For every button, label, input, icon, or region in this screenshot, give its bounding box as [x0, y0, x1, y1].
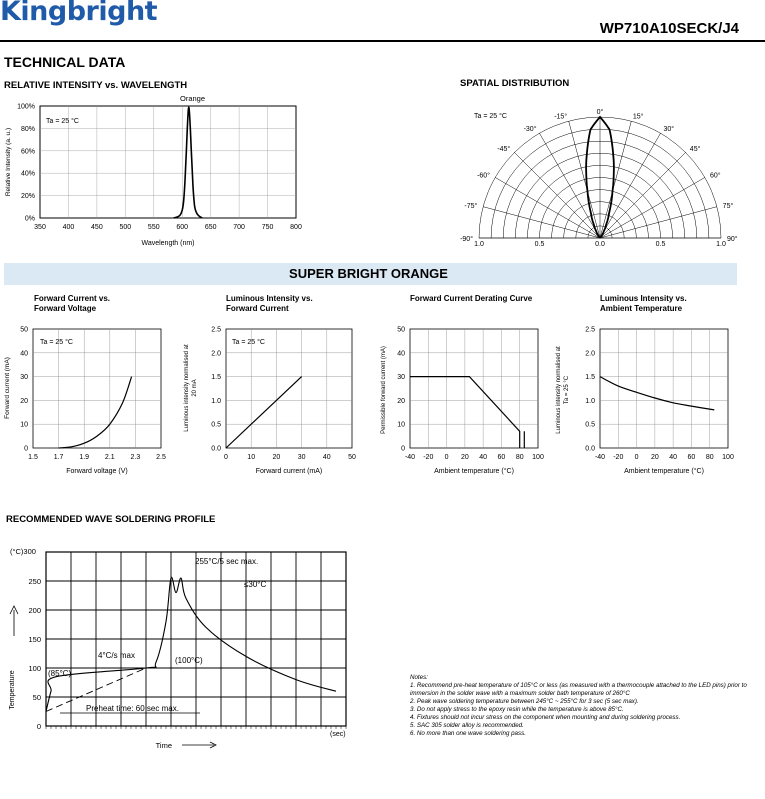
- y-tick-label: 40: [397, 350, 405, 358]
- y-tick-label: 0.0: [211, 445, 221, 453]
- x-tick-label: 40: [479, 454, 488, 461]
- x-tick-label: -40: [404, 454, 416, 461]
- luminous-vs-current-chart: [180, 320, 365, 480]
- x-axis-label: Ambient temperature (°C): [624, 468, 704, 475]
- y-tick-label: 2.0: [585, 350, 595, 358]
- x-tick-label: 450: [91, 224, 103, 231]
- y-axis-label: Forward current (mA): [4, 357, 11, 419]
- section-title: TECHNICAL DATA: [4, 54, 126, 70]
- angle-labels: [460, 108, 738, 243]
- x-tick-label: 0: [634, 454, 639, 461]
- polar-grid: [479, 117, 721, 238]
- angle-label: -90°: [460, 236, 473, 243]
- y-axis-label: Luminous intensity normalised at: [184, 344, 190, 432]
- x-tick-label: 2.1: [104, 454, 115, 461]
- x-tick-label: 800: [290, 224, 302, 231]
- x-tick-label: 50: [348, 454, 356, 461]
- note-5: 5. SAC 305 solder alloy is recommended.: [410, 722, 524, 729]
- radial-tick-label: 0.5: [655, 241, 666, 248]
- x-tick-label: 2.5: [156, 454, 166, 461]
- chart2-title: Luminous Intensity vs. Forward Current: [226, 294, 313, 313]
- x-ticks: [34, 224, 302, 231]
- x-tick-label: 60: [687, 454, 696, 461]
- y-axis-label: Luminous intensity normalised at: [556, 346, 562, 434]
- y-tick-label: 2.0: [211, 350, 221, 358]
- temp-curve: [600, 377, 714, 410]
- t100-label: (100°C): [175, 656, 203, 665]
- angle-label: 15°: [632, 113, 644, 121]
- spatial-chart-title: SPATIAL DISTRIBUTION: [460, 78, 570, 89]
- y-tick-label: 2.5: [211, 326, 221, 334]
- y-arrow-icon: [10, 606, 18, 636]
- solder-profile-chart: [0, 540, 360, 755]
- luminous-vs-temp-chart: [550, 320, 740, 480]
- spatial-chart: [460, 96, 750, 256]
- y-tick-label: 40: [20, 350, 28, 358]
- y-tick-label: 60%: [20, 148, 35, 156]
- note-4: 4. Fixtures should not incur stress on the component when mounting and during soldering process.: [410, 714, 681, 721]
- y-ticks: [17, 104, 35, 223]
- preheat-label: Preheat time: 60 sec max.: [86, 704, 179, 713]
- y-tick-label: 20: [397, 397, 405, 405]
- y-tick-label: 0%: [24, 215, 35, 223]
- notes-title: Notes:: [410, 674, 428, 681]
- derating-chart: [375, 320, 555, 480]
- angle-label: -45°: [497, 146, 511, 154]
- luminous-line: [226, 377, 302, 448]
- angle-label: 90°: [727, 236, 738, 243]
- radial-ticks: [474, 241, 726, 248]
- x-unit: (sec): [330, 731, 346, 738]
- y-tick-label: 50: [397, 326, 405, 334]
- notes: [410, 674, 760, 738]
- y-tick-label: 2.5: [585, 326, 595, 334]
- chart3-title: Forward Current Derating Curve: [410, 294, 533, 303]
- radial-tick-label: 0.5: [534, 241, 545, 248]
- x-tick-label: -20: [423, 454, 434, 461]
- y-tick-label: 1.5: [585, 374, 595, 382]
- radial-tick-label: 1.0: [716, 241, 726, 248]
- y-axis-label-2: 20 mA: [192, 379, 198, 397]
- angle-label: 30°: [663, 126, 675, 134]
- brand-logo: Kingbright: [0, 0, 158, 27]
- x-tick-label: 1.9: [79, 454, 90, 461]
- y-tick-label: 100: [28, 664, 41, 673]
- x-tick-label: 0: [224, 454, 228, 461]
- x-tick-label: 600: [176, 224, 189, 231]
- y-tick-label: 0: [401, 445, 405, 453]
- x-axis-label: Forward current (mA): [255, 468, 323, 475]
- x-tick-label: -20: [613, 454, 624, 461]
- x-tick-label: 20: [650, 454, 659, 461]
- x-tick-label: 0: [444, 454, 449, 461]
- x-axis-label: Wavelength (nm): [141, 240, 195, 247]
- ta-label: Ta = 25 °C: [40, 339, 73, 346]
- y-tick-label: 40%: [20, 170, 35, 178]
- note-1: 1. Recommend pre-heat temperature of 105°C or less (as measured with a thermocouple attached to the LED pins) prior to immersion in the solder wave with a maximum solder bath temperature of 260°C: [410, 682, 747, 697]
- angle-label: 0°: [596, 109, 604, 116]
- x-axis-label: Time: [155, 741, 172, 750]
- x-tick-label: 500: [119, 224, 132, 231]
- y-axis-label: Relative Intensity (a. u.): [5, 127, 12, 197]
- x-tick-label: 80: [515, 454, 524, 461]
- y-axis-label: Permissible forward current (mA): [381, 346, 387, 434]
- radial-tick-label: 1.0: [474, 241, 484, 248]
- ta-label: Ta = 25 °C: [46, 118, 79, 125]
- y-tick-label: 0.5: [585, 421, 595, 429]
- solder-title: RECOMMENDED WAVE SOLDERING PROFILE: [6, 514, 216, 525]
- x-tick-label: 60: [497, 454, 506, 461]
- y-tick-label: 20%: [20, 193, 35, 201]
- x-tick-label: 550: [147, 224, 160, 231]
- x-tick-label: 10: [247, 454, 256, 461]
- angle-label: -30°: [523, 126, 537, 134]
- y-tick-label: 30: [20, 374, 28, 382]
- y-tick-label: 200: [28, 606, 41, 615]
- ta-label: Ta = 25 °C: [474, 113, 507, 120]
- x-axis-label: Forward voltage (V): [66, 468, 128, 475]
- y-tick-label: 0: [24, 445, 28, 453]
- chart4-title: Luminous Intensity vs. Ambient Temperature: [600, 294, 687, 313]
- y-tick-label: 100%: [17, 103, 35, 111]
- iv-curve: [59, 377, 132, 448]
- x-tick-label: 100: [532, 454, 544, 461]
- x-arrow-icon: [182, 742, 216, 748]
- angle-label: 45°: [689, 146, 701, 154]
- x-tick-label: 40: [322, 454, 331, 461]
- y-tick-label: 0.5: [211, 421, 221, 429]
- chart1-title: Forward Current vs. Forward Voltage: [34, 294, 111, 313]
- y-tick-label: 50: [20, 326, 28, 334]
- y-tick-label: 10: [397, 421, 405, 429]
- y-unit: (°C)300: [10, 547, 36, 556]
- angle-label: -60°: [477, 172, 491, 180]
- x-tick-label: 1.5: [28, 454, 38, 461]
- ramp-label: 4°C/s max: [98, 651, 135, 660]
- y-tick-label: 0: [36, 722, 41, 731]
- x-tick-label: 650: [204, 224, 217, 231]
- x-tick-label: 20: [272, 454, 281, 461]
- series-annotation: Orange: [180, 94, 206, 103]
- y-tick-label: 10: [20, 421, 28, 429]
- x-tick-label: 80: [705, 454, 714, 461]
- angle-label: 75°: [722, 203, 734, 211]
- solder-profile-curve: [46, 577, 336, 711]
- y-tick-label: 80%: [20, 125, 35, 133]
- x-axis-label: Ambient temperature (°C): [434, 468, 514, 475]
- x-tick-label: 750: [261, 224, 274, 231]
- angle-label: 60°: [709, 172, 721, 180]
- y-axis-label-2: Ta = 25 °C: [564, 375, 570, 405]
- x-tick-label: 100: [722, 454, 734, 461]
- x-tick-label: 20: [460, 454, 469, 461]
- y-tick-label: 150: [28, 635, 41, 644]
- y-axis-label: Temperature: [9, 670, 16, 710]
- x-tick-label: 30: [297, 454, 306, 461]
- t85-label: (85°C): [48, 669, 72, 678]
- y-tick-label: 0.0: [585, 445, 595, 453]
- y-tick-label: 1.0: [585, 397, 595, 405]
- header-rule: [0, 40, 765, 42]
- part-number: WP710A10SECK/J4: [599, 20, 739, 37]
- band-title: SUPER BRIGHT ORANGE: [289, 266, 448, 281]
- x-tick-label: 400: [62, 224, 75, 231]
- x-tick-label: 700: [233, 224, 245, 231]
- intensity-chart: [0, 92, 310, 250]
- x-tick-label: 40: [669, 454, 678, 461]
- forward-current-chart: [0, 320, 180, 480]
- intensity-curve: [174, 107, 202, 218]
- y-tick-label: 20: [20, 397, 28, 405]
- y-tick-label: 250: [28, 577, 41, 586]
- peak-label: 255°C/5 sec max.: [195, 557, 259, 566]
- y-tick-label: 1.0: [211, 397, 221, 405]
- note-6: 6. No more than one wave soldering pass.: [410, 730, 526, 737]
- x-tick-label: 2.3: [130, 454, 141, 461]
- y-tick-label: 1.5: [211, 374, 221, 382]
- y-tick-label: 50: [32, 693, 41, 702]
- grid: [46, 552, 346, 729]
- angle-label: -15°: [554, 113, 568, 121]
- x-tick-label: -40: [594, 454, 606, 461]
- y-tick-label: 30: [397, 374, 405, 382]
- ta-label: Ta = 25 °C: [232, 339, 265, 346]
- intensity-chart-title: RELATIVE INTENSITY vs. WAVELENGTH: [4, 80, 188, 91]
- x-tick-label: 350: [34, 224, 46, 231]
- delta-label: ≤30°C: [244, 580, 267, 589]
- note-2: 2. Peak wave soldering temperature between 245°C ~ 255°C for 3 sec (5 sec max).: [410, 698, 639, 705]
- angle-label: -75°: [464, 203, 478, 211]
- x-tick-label: 1.7: [53, 454, 64, 461]
- radial-tick-label: 0.0: [595, 241, 605, 248]
- note-3: 3. Do not apply stress to the epoxy resin while the temperature is above 85°C.: [410, 706, 624, 713]
